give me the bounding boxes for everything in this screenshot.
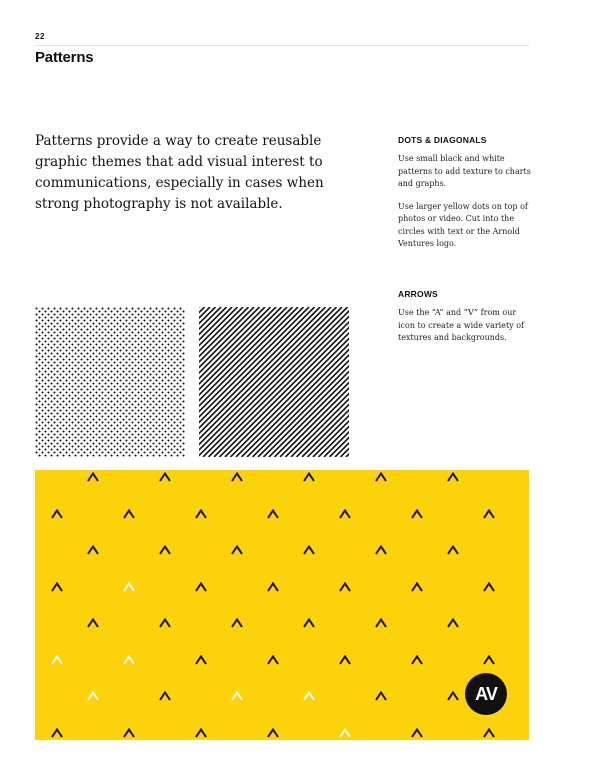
caret-arrow-icon: [411, 582, 423, 592]
caret-arrow-icon: [375, 691, 387, 701]
caret-arrow-icon: [87, 472, 99, 482]
caret-arrow-icon: [447, 545, 459, 555]
caret-arrow-icon: [195, 509, 207, 519]
intro-paragraph: Patterns provide a way to create reusable graphic themes that add visual interest to communications, especially in cases when strong photography is not available.: [35, 133, 324, 212]
caret-arrow-icon: [87, 618, 99, 628]
caret-arrow-icon: [483, 582, 495, 592]
caret-arrow-icon: [339, 509, 351, 519]
caret-arrow-icon: [123, 728, 135, 738]
av-logo: [465, 673, 507, 715]
caret-arrow-icon: [123, 655, 135, 665]
caret-arrow-icon: [51, 655, 63, 665]
caret-arrow-icon: [447, 618, 459, 628]
caret-arrow-icon: [231, 472, 243, 482]
caret-arrow-icon: [375, 545, 387, 555]
caret-arrow-icon: [195, 582, 207, 592]
caret-arrow-icon: [303, 472, 315, 482]
caret-arrow-icon: [195, 728, 207, 738]
av-logo-text: AV: [475, 683, 497, 704]
caret-arrow-icon: [375, 618, 387, 628]
caret-arrow-icon: [231, 545, 243, 555]
top-rule: [35, 45, 529, 46]
arrows-section: [398, 289, 533, 355]
page-title: Patterns: [35, 49, 94, 66]
caret-arrow-icon: [267, 582, 279, 592]
diagonal-pattern-swatch: [199, 307, 349, 457]
caret-arrow-icon: [303, 618, 315, 628]
caret-arrow-icon: [87, 691, 99, 701]
caret-arrow-icon: [447, 691, 459, 701]
dot-pattern-swatch: [35, 307, 185, 457]
caret-arrow-icon: [483, 509, 495, 519]
dots-diagonals-section: [398, 135, 533, 261]
caret-arrow-icon: [411, 655, 423, 665]
caret-arrow-icon: [411, 728, 423, 738]
caret-arrow-icon: [195, 655, 207, 665]
caret-arrow-icon: [483, 655, 495, 665]
caret-arrow-icon: [267, 655, 279, 665]
page-number: 22: [35, 32, 45, 41]
dots-diagonals-text-2: Use larger yellow dots on top of photos or video. Cut into the circles with text or the Arnold Ventures logo.: [398, 201, 528, 248]
caret-arrow-icon: [483, 728, 495, 738]
caret-arrow-icon: [159, 545, 171, 555]
caret-arrow-icon: [339, 655, 351, 665]
caret-arrow-icon: [123, 509, 135, 519]
caret-arrow-icon: [231, 618, 243, 628]
caret-arrow-icon: [375, 472, 387, 482]
dots-diagonals-heading: DOTS & DIAGONALS: [398, 135, 487, 145]
caret-arrow-icon: [339, 582, 351, 592]
caret-arrow-icon: [159, 618, 171, 628]
caret-arrow-icon: [267, 728, 279, 738]
arrows-text: Use the “A” and “V” from our icon to create a wide variety of textures and backgrounds.: [398, 308, 525, 342]
caret-arrow-icon: [51, 582, 63, 592]
caret-arrow-icon: [87, 545, 99, 555]
caret-arrow-icon: [123, 582, 135, 592]
caret-arrow-icon: [303, 691, 315, 701]
caret-arrow-icon: [51, 728, 63, 738]
arrows-heading: ARROWS: [398, 289, 438, 299]
caret-arrow-icon: [303, 545, 315, 555]
arrow-pattern-panel: [35, 470, 529, 740]
caret-arrow-icon: [231, 691, 243, 701]
caret-arrow-icon: [411, 509, 423, 519]
caret-arrow-icon: [51, 509, 63, 519]
caret-arrow-icon: [159, 472, 171, 482]
caret-arrow-icon: [159, 691, 171, 701]
dots-diagonals-text-1: Use small black and white patterns to add texture to charts and graphs.: [398, 154, 531, 188]
caret-arrow-icon: [447, 472, 459, 482]
caret-arrow-icon: [339, 728, 351, 738]
caret-arrow-icon: [267, 509, 279, 519]
